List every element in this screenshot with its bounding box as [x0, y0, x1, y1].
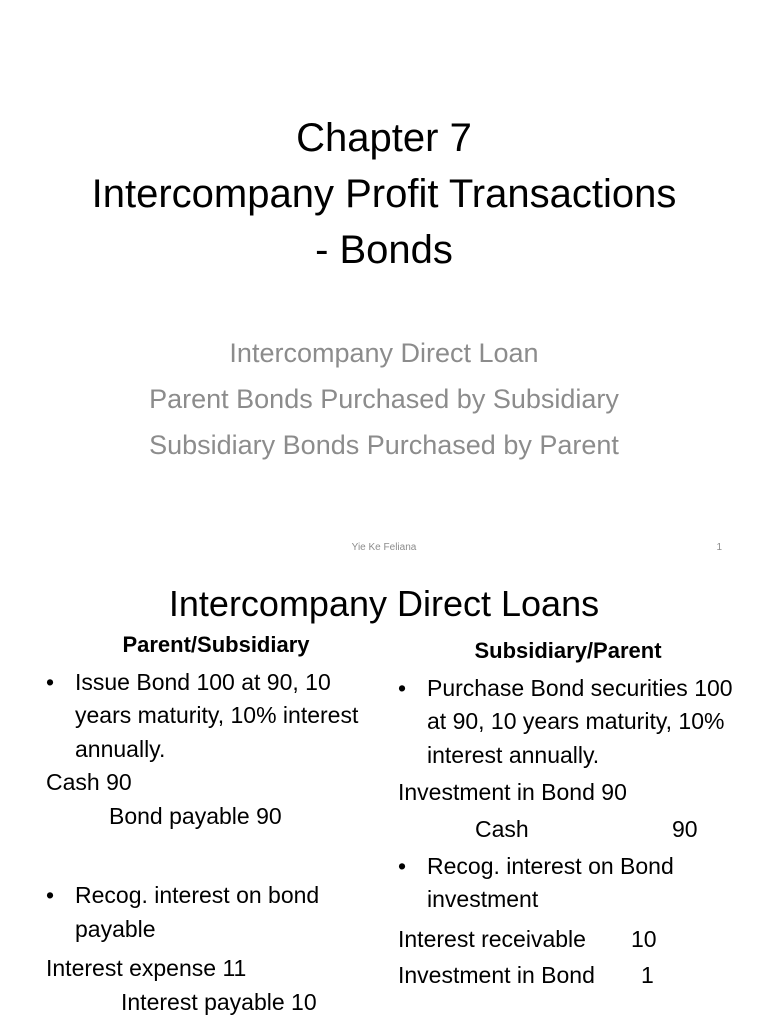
slide-title: Intercompany Direct Loans — [168, 583, 600, 624]
journal-debit: Interest expense 11 — [46, 955, 247, 981]
journal-credit-label: Cash — [475, 815, 529, 842]
journal-credit — [398, 810, 738, 850]
left-column — [46, 628, 386, 1019]
journal-credit: Bond payable 90 — [109, 802, 282, 829]
slide-subtitle — [0, 330, 768, 468]
bullet-icon: • — [46, 882, 55, 908]
bullet-icon: • — [398, 674, 407, 701]
title-line-1: Chapter 7 — [296, 116, 472, 160]
journal-credit: Interest payable 10 — [121, 988, 317, 1015]
list-item — [46, 666, 386, 767]
title-line-3: - Bonds — [315, 228, 453, 272]
bullet-text: Recog. interest on bond payable — [75, 882, 320, 942]
bullet-icon: • — [46, 668, 55, 695]
subtitle-line-2: Parent Bonds Purchased by Subsidiary — [149, 384, 619, 414]
journal-debit: Investment in Bond 90 — [398, 779, 627, 805]
bullet-text: Recog. interest on Bond investment — [427, 852, 674, 912]
list-item — [46, 879, 386, 946]
content-slide — [0, 566, 768, 1024]
right-column — [398, 634, 738, 995]
column-heading: Subsidiary/Parent — [474, 638, 662, 663]
journal-debit-amount: 10 — [631, 925, 657, 952]
journal-credit-amount: 90 — [672, 815, 698, 842]
subtitle-line-1: Intercompany Direct Loan — [229, 338, 539, 368]
footer-author: Yie Ke Feliana — [351, 542, 417, 553]
title-line-2: Intercompany Profit Transactions — [91, 172, 677, 216]
journal-debit: Cash 90 — [46, 769, 132, 795]
journal-debit — [398, 923, 738, 959]
bullet-icon: • — [398, 852, 407, 879]
subtitle-line-3: Subsidiary Bonds Purchased by Parent — [149, 430, 619, 460]
bullet-text: Issue Bond 100 at 90, 10 years maturity, 10% interest annually. — [75, 668, 359, 762]
journal-entry — [398, 959, 738, 995]
journal-debit-label: Interest receivable — [398, 925, 586, 952]
journal-entry-label: Investment in Bond — [398, 961, 595, 988]
journal-entry-amount: 1 — [641, 961, 654, 988]
column-heading: Parent/Subsidiary — [122, 632, 310, 657]
list-item — [398, 850, 738, 917]
slide-title — [0, 110, 768, 278]
bullet-text: Purchase Bond securities 100 at 90, 10 years maturity, 10% interest annually. — [427, 674, 733, 768]
page-number: 1 — [716, 542, 722, 553]
list-item — [398, 672, 738, 773]
